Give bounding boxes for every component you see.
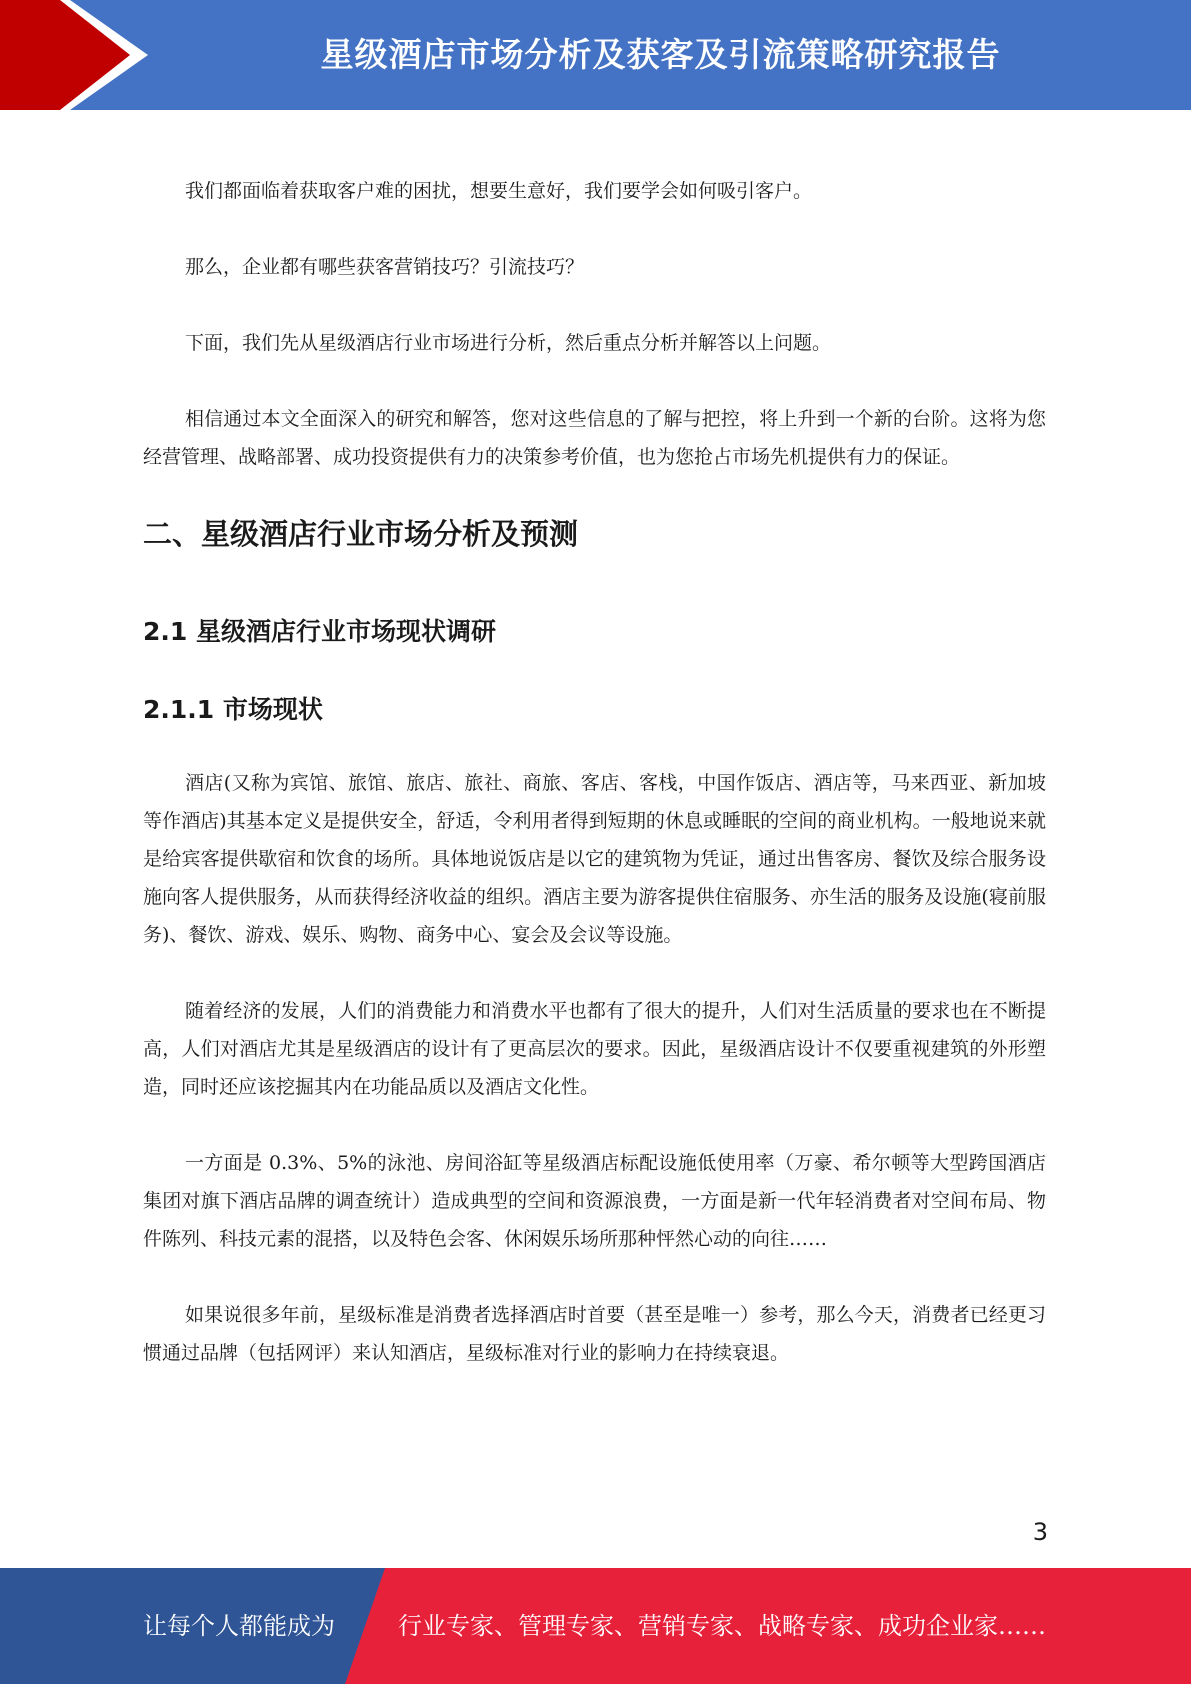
intro-paragraph-2: 那么，企业都有哪些获客营销技巧？引流技巧？ [185,256,585,278]
footer-slogan-right: 行业专家、管理专家、营销专家、战略专家、成功企业家…… [398,1612,1046,1640]
intro-paragraph-4: 相信通过本文全面深入的研究和解答，您对这些信息的了解与把控，将上升到一个新的台阶。这将为您经营管理、战略部署、成功投资提供有力的决策参考价值，也为您抢占市场先机提供有力的保证。 [143,408,1046,468]
body-paragraph-2: 随着经济的发展，人们的消费能力和消费水平也都有了很大的提升，人们对生活质量的要求也在不断提高，人们对酒店尤其是星级酒店的设计有了更高层次的要求。因此，星级酒店设计不仅要重视建筑的外形塑造，同时还应该挖掘其内在功能品质以及酒店文化性。 [143,1000,1046,1098]
section-heading: 二、星级酒店行业市场分析及预测 [143,517,579,551]
intro-paragraph-1: 我们都面临着获取客户难的困扰，想要生意好，我们要学会如何吸引客户。 [185,180,813,202]
subsection-heading: 2.1 星级酒店行业市场现状调研 [143,617,496,646]
report-title: 星级酒店市场分析及获客及引流策略研究报告 [320,35,1001,74]
body-paragraph-4: 如果说很多年前，星级标准是消费者选择酒店时首要（甚至是唯一）参考，那么今天，消费者已经更习惯通过品牌（包括网评）来认知酒店，星级标准对行业的影响力在持续衰退。 [143,1304,1046,1364]
page-number: 3 [1032,1518,1048,1546]
body-paragraph-1: 酒店(又称为宾馆、旅馆、旅店、旅社、商旅、客店、客栈，中国作饭店、酒店等，马来西亚、新加坡等作酒店)其基本定义是提供安全，舒适，令利用者得到短期的休息或睡眠的空间的商业机构。一般地说来就是给宾客提供歇宿和饮食的场所。具体地说饭店是以它的建筑物为凭证，通过出售客房、餐饮及综合服务设施向客人提供服务，从而获得经济收益的组织。酒店主要为游客提供住宿服务、亦生活的服务及设施(寝前服务)、餐饮、游戏、娱乐、购物、商务中心、宴会及会议等设施。 [143,772,1046,946]
chevron-arrow-icon [0,0,160,110]
footer-slogan-left: 让每个人都能成为 [143,1612,335,1640]
document-body [143,172,1046,1410]
page-footer [0,1568,1191,1684]
body-paragraph-3: 一方面是 0.3%、5%的泳池、房间浴缸等星级酒店标配设施低使用率（万豪、希尔顿等大型跨国酒店集团对旗下酒店品牌的调查统计）造成典型的空间和资源浪费，一方面是新一代年轻消费者对空间布局、物件陈列、科技元素的混搭，以及特色会客、休闲娱乐场所那种怦然心动的向往…… [143,1152,1046,1250]
subsubsection-heading: 2.1.1 市场现状 [143,695,323,724]
intro-paragraph-3: 下面，我们先从星级酒店行业市场进行分析，然后重点分析并解答以上问题。 [185,332,832,354]
page-header [0,0,1191,110]
